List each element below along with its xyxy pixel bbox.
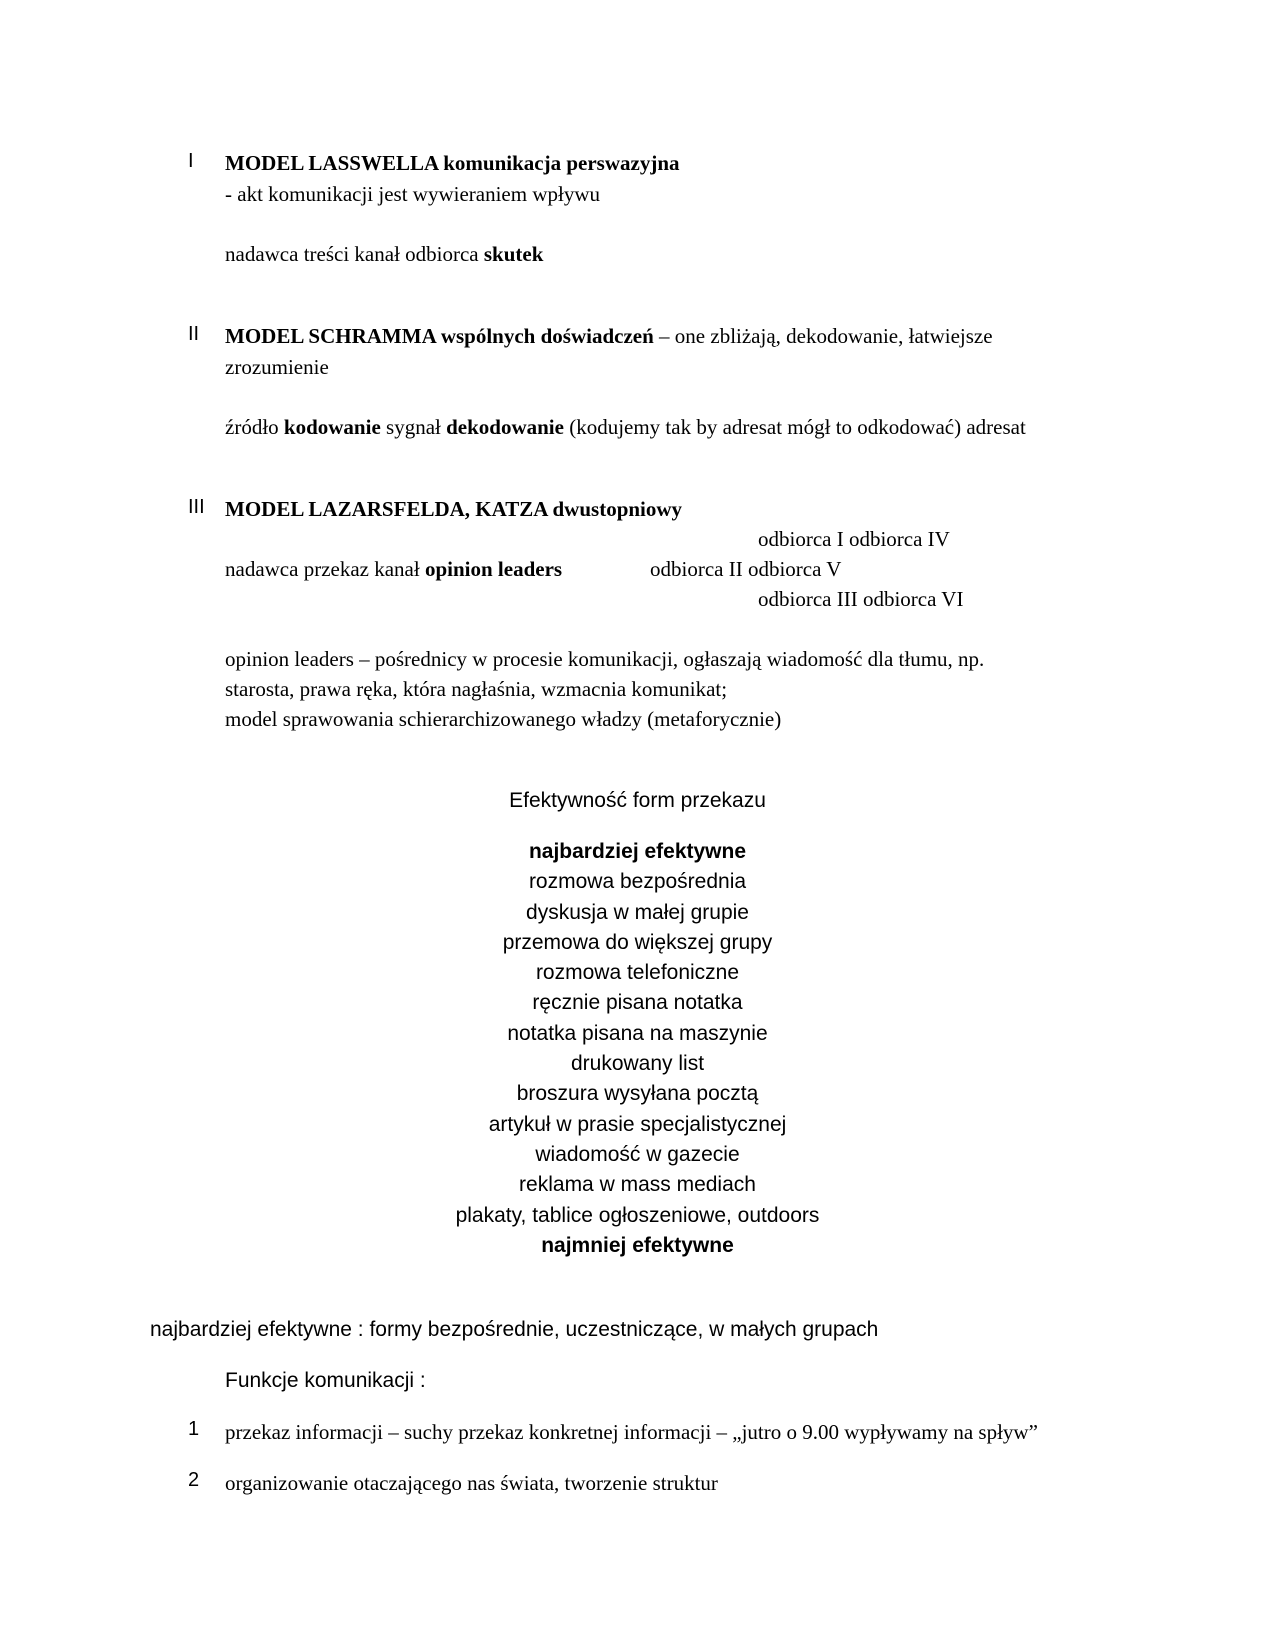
- effectiveness-list: [0, 837, 1275, 1261]
- function-1-text: przekaz informacji – suchy przekaz konkretnej informacji – „jutro o 9.00 wypływamy na spływ”: [225, 1420, 1038, 1444]
- section-2-chain: [225, 412, 1026, 442]
- list-item: drukowany list: [570, 1052, 705, 1076]
- functions-title: Funkcje komunikacji :: [225, 1369, 426, 1392]
- section-2-heading-rest: – one zbliżają, dekodowanie, łatwiejsze: [659, 324, 993, 348]
- section-2-heading-bold: MODEL SCHRAMMA wspólnych doświadczeń: [225, 324, 654, 348]
- section-3-chain-plain: nadawca przekaz kanał: [225, 557, 420, 581]
- section-2-chain-b1: kodowanie: [283, 415, 381, 439]
- section-1-description: - akt komunikacji jest wywieraniem wpływu: [225, 182, 600, 206]
- section-2-chain-p2: sygnał: [386, 415, 441, 439]
- effectiveness-top-label: najbardziej efektywne: [528, 840, 747, 863]
- section-3-heading-text: MODEL LAZARSFELDA, KATZA dwustopniowy: [225, 497, 683, 521]
- function-2-text: organizowanie otaczającego nas świata, tworzenie struktur: [225, 1471, 718, 1495]
- function-2-number: 2: [188, 1469, 200, 1491]
- section-1-chain-bold: skutek: [483, 242, 544, 266]
- section-3-note-line-3: model sprawowania schierarchizowanego władzy (metaforycznie): [225, 707, 782, 731]
- section-2-heading-continuation: zrozumienie: [225, 355, 329, 379]
- effectiveness-summary: najbardziej efektywne : formy bezpośrednie, uczestniczące, w małych grupach: [150, 1318, 879, 1341]
- function-1-number: 1: [188, 1418, 200, 1440]
- list-item: przemowa do większej grupy: [502, 930, 773, 954]
- section-3-note-line-2: starosta, prawa ręka, która nagłaśnia, wzmacnia komunikat;: [225, 677, 728, 701]
- section-1-chain: [225, 239, 543, 269]
- list-item: broszura wysyłana pocztą: [516, 1082, 759, 1106]
- section-3-receivers-mid: odbiorca II odbiorca V: [650, 557, 842, 581]
- section-3-receivers-bottom: odbiorca III odbiorca VI: [758, 587, 964, 611]
- section-1-heading: [225, 148, 680, 178]
- section-3-chain-bold: opinion leaders: [424, 557, 563, 581]
- list-item: notatka pisana na maszynie: [507, 1021, 768, 1045]
- list-item: dyskusja w małej grupie: [526, 900, 749, 924]
- section-2-chain-p1: źródło: [225, 415, 279, 439]
- list-item: rozmowa telefoniczne: [535, 961, 740, 985]
- section-3-heading: [225, 494, 682, 524]
- effectiveness-bottom-label: najmniej efektywne: [541, 1233, 734, 1257]
- section-1-chain-plain: nadawca treści kanał odbiorca: [225, 242, 479, 266]
- list-item: wiadomość w gazecie: [535, 1142, 740, 1166]
- list-item: reklama w mass mediach: [519, 1173, 756, 1197]
- section-3-chain: [225, 554, 562, 584]
- section-1-heading-text: MODEL LASSWELLA komunikacja perswazyjna: [225, 151, 680, 175]
- list-item: rozmowa bezpośrednia: [528, 870, 747, 894]
- section-3-receivers-top: odbiorca I odbiorca IV: [758, 527, 950, 551]
- section-2-chain-p3: (kodujemy tak by adresat mógł to odkodować) adresat: [569, 415, 1026, 439]
- list-item: plakaty, tablice ogłoszeniowe, outdoors: [455, 1203, 820, 1227]
- section-2-numeral: II: [188, 323, 200, 345]
- section-3-note-line-1: opinion leaders – pośrednicy w procesie komunikacji, ogłaszają wiadomość dla tłumu, np.: [225, 647, 985, 671]
- section-2-heading: [225, 321, 993, 351]
- section-3-numeral: III: [188, 496, 205, 518]
- list-item: ręcznie pisana notatka: [532, 991, 743, 1015]
- section-1-numeral: I: [188, 150, 194, 172]
- effectiveness-title: Efektywność form przekazu: [509, 789, 766, 812]
- section-2-chain-b2: dekodowanie: [446, 415, 564, 439]
- list-item: artykuł w prasie specjalistycznej: [488, 1112, 787, 1136]
